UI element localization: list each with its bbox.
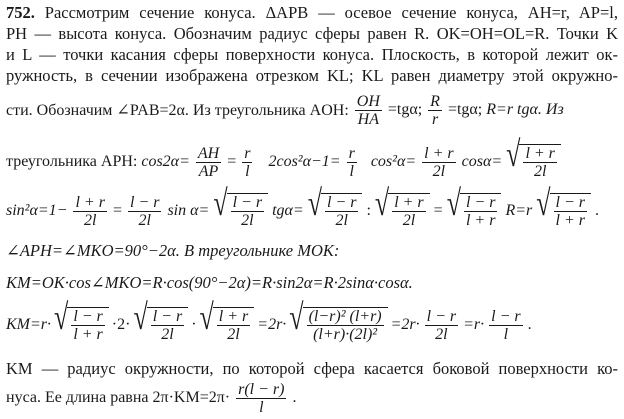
problem-number: 752. bbox=[6, 3, 35, 22]
text-line-12: нуса. Ее длина равна 2π·KM=2π· $\frac{r(l - r)}{l}$ . bbox=[6, 380, 297, 416]
fraction-r-l: $\frac{r}{l}$ bbox=[244, 144, 251, 180]
line-2-text: PH — высота конуса. Обозначим радиус сферы равен R. OK=OH=OL=R. Точки K bbox=[6, 24, 618, 43]
text-line-6: треугольника APH: cos2α= $\frac{AH}{AP}$ = $\frac{r}{l}$ 2cos²α−1= $\frac{r}{l}$ cos²α= $\frac{l + r}{2l}$ cosα= √ $\frac{l + r}{2l}$ bbox=[6, 140, 618, 184]
text-line-2 bbox=[6, 24, 618, 44]
text-line-9: KM=OK·cos∠MKO=R·cos(90°−2α)=R·sin2α=R·2sinα·cosα. bbox=[6, 273, 413, 292]
line-4-text: ружность, в сечении изображена отрезком KL; KL равен диаметру этой окружно- bbox=[6, 66, 618, 85]
fraction-r-l-2: $\frac{r}{l}$ bbox=[348, 144, 355, 180]
fraction-r-r: $\frac{R}{r}$ bbox=[430, 92, 440, 128]
fraction-lpr-2l: $\frac{l + r}{2l}$ bbox=[424, 144, 454, 180]
line-3-text: и L — точки касания сферы поверхности конуса. Плоскость, в которой лежит ок- bbox=[6, 45, 618, 64]
fraction-ah-ap: $\frac{AH}{AP}$ bbox=[197, 144, 220, 180]
text-line-7: sin²α=1− $\frac{l + r}{2l}$ = $\frac{l - r}{2l}$ sin α= √ $\frac{l - r}{2l}$ tgα= √ $\frac{l - r}{2l}$ : √ $\frac{l + r}{2l}$ = √ $\frac{l - r}{l + r}$ R=r √ $\frac{l - r}{l + r}$ . bbox=[6, 183, 599, 229]
line-6-lead: треугольника APH: bbox=[6, 153, 138, 170]
text-line-10: KM=r· √ $\frac{l - r}{l + r}$ ·2· √ $\frac{l - r}{2l}$ · √ $\frac{l + r}{2l}$ =2r· √ $\frac{\text{(l−r)² (l+r)}}{\text{(l+r)·(2l)²}}$ =2r· $\frac{l - r}{2l}$ =r· $\frac{l - r}{l}$ . bbox=[6, 297, 532, 343]
text-line-4 bbox=[6, 66, 618, 86]
line-5-text: сти. Обозначим ∠PAB=2α. Из треугольника AOH: bbox=[6, 102, 349, 119]
text-line-1 bbox=[6, 3, 618, 23]
line-5-tail: R=r tgα. Из bbox=[486, 101, 564, 118]
text-line-11: KM — радиус окружности, по которой сфера касается боковой поверхности ко- bbox=[6, 359, 618, 378]
text-line-3 bbox=[6, 45, 618, 65]
text-line-5: сти. Обозначим ∠PAB=2α. Из треугольника AOH: $\frac{OH}{HA}$ =tgα; $\frac{R}{r}$ =tgα; R=r tgα. Из bbox=[6, 92, 564, 128]
text-line-8: ∠APH=∠MKO=90°−2α. В треугольнике MOK: bbox=[6, 241, 340, 260]
fraction-oh-ha: $\frac{OH}{HA}$ bbox=[356, 92, 380, 128]
line-1-text: Рассмотрим сечение конуса. ΔAPB — осевое сечение конуса, AH=r, AP=l, bbox=[44, 3, 618, 22]
sqrt-lpr-2l: √ $\frac{l + r}{2l}$ bbox=[506, 144, 561, 180]
